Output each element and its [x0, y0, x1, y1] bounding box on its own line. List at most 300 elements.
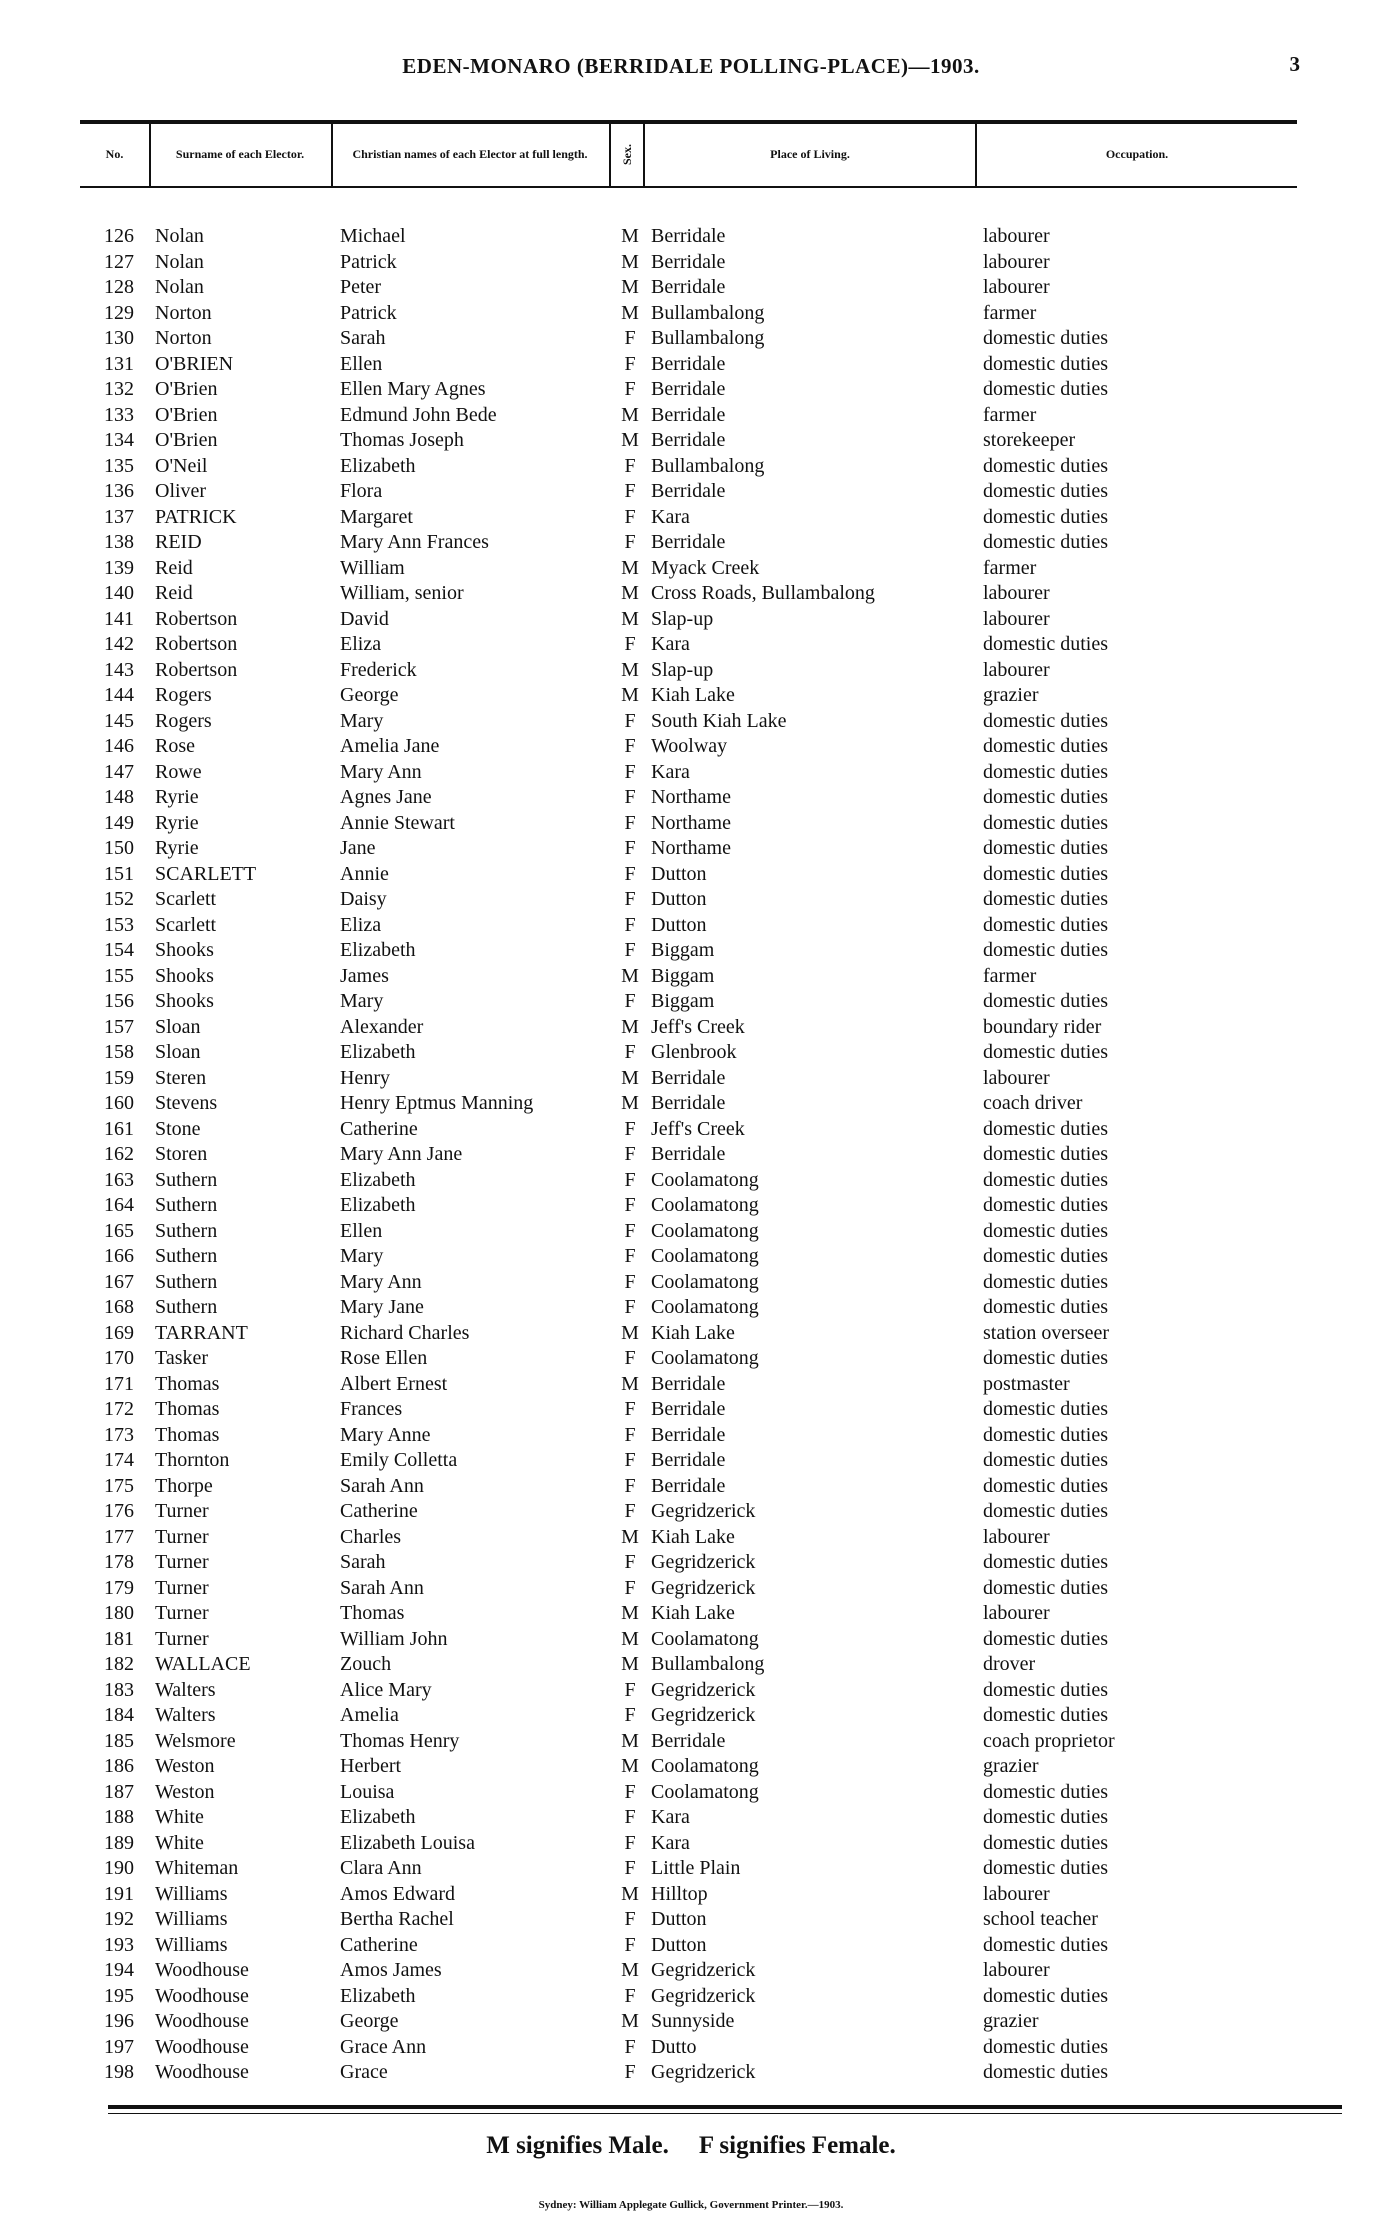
- surname-cell: Nolan: [155, 225, 204, 247]
- row-number: 161: [104, 1117, 134, 1140]
- page-title: EDEN-MONARO (BERRIDALE POLLING-PLACE)—1903.: [402, 54, 980, 78]
- christian-names-cell: Peter: [340, 276, 382, 298]
- christian-names-cell: Annie Stewart: [340, 811, 455, 834]
- row-number: 195: [104, 1984, 134, 2007]
- row-number: 191: [104, 1882, 134, 1905]
- row-number: 179: [104, 1576, 134, 1599]
- place-of-living-cell: Berridale: [651, 1729, 726, 1752]
- sex-cell: M: [621, 1729, 639, 1752]
- christian-names-cell: Margaret: [340, 505, 413, 528]
- sex-cell: F: [624, 1551, 636, 1573]
- surname-cell: Whiteman: [155, 1857, 239, 1879]
- place-of-living-cell: Coolamatong: [651, 1347, 759, 1369]
- row-number: 189: [104, 1831, 134, 1854]
- place-of-living-cell: Gegridzerick: [651, 1704, 756, 1726]
- row-number: 157: [104, 1015, 134, 1038]
- christian-names-cell: Emily Colletta: [340, 1449, 458, 1471]
- occupation-cell: domestic duties: [983, 1780, 1108, 1803]
- christian-names-cell: Thomas Henry: [340, 1729, 460, 1752]
- occupation-cell: grazier: [983, 2010, 1039, 2032]
- christian-names-cell: Alexander: [340, 1015, 424, 1038]
- christian-names-cell: Albert Ernest: [340, 1372, 448, 1395]
- christian-names-cell: Alice Mary: [340, 1678, 432, 1701]
- christian-names-cell: Elizabeth: [340, 1984, 416, 2007]
- christian-names-cell: Mary Jane: [340, 1296, 424, 1318]
- table-row: [0, 1601, 1382, 1627]
- sex-cell: F: [624, 1780, 636, 1803]
- surname-cell: Woodhouse: [155, 1984, 249, 2007]
- place-of-living-cell: Berridale: [651, 352, 726, 375]
- header-top-rule: [80, 120, 1297, 124]
- surname-cell: PATRICK: [155, 505, 237, 528]
- place-of-living-cell: Dutton: [651, 1933, 707, 1956]
- row-number: 159: [104, 1066, 134, 1089]
- surname-cell: Shooks: [155, 990, 214, 1012]
- row-number: 144: [104, 684, 134, 706]
- christian-names-cell: Elizabeth: [340, 1041, 416, 1063]
- christian-names-cell: Patrick: [340, 250, 397, 273]
- place-of-living-cell: Berridale: [651, 531, 726, 553]
- place-of-living-cell: Gegridzerick: [651, 1576, 756, 1599]
- surname-cell: Thomas: [155, 1423, 220, 1446]
- table-row: [0, 1499, 1382, 1525]
- occupation-cell: domestic duties: [983, 939, 1108, 961]
- column-header-place: Place of Living.: [770, 146, 850, 161]
- surname-cell: Stevens: [155, 1092, 218, 1114]
- sex-cell: M: [621, 2010, 639, 2032]
- table-row: [0, 811, 1382, 837]
- christian-names-cell: James: [340, 964, 389, 987]
- occupation-cell: domestic duties: [983, 1423, 1108, 1446]
- surname-cell: Weston: [155, 1780, 215, 1803]
- table-row: [0, 1372, 1382, 1398]
- surname-cell: Shooks: [155, 964, 214, 987]
- sex-cell: F: [624, 1704, 636, 1726]
- row-number: 160: [104, 1092, 134, 1114]
- christian-names-cell: Frances: [340, 1398, 403, 1420]
- place-of-living-cell: Gegridzerick: [651, 1984, 756, 2007]
- christian-names-cell: Mary: [340, 709, 384, 732]
- surname-cell: Walters: [155, 1678, 216, 1701]
- table-row: [0, 224, 1382, 250]
- column-divider: [331, 124, 333, 186]
- row-number: 177: [104, 1525, 134, 1548]
- table-row: [0, 556, 1382, 582]
- place-of-living-cell: Northame: [651, 786, 731, 808]
- place-of-living-cell: Gegridzerick: [651, 1551, 756, 1573]
- occupation-cell: domestic duties: [983, 811, 1108, 834]
- surname-cell: White: [155, 1806, 204, 1828]
- sex-cell: M: [621, 1627, 639, 1650]
- surname-cell: Weston: [155, 1755, 215, 1777]
- table-row: [0, 1423, 1382, 1449]
- christian-names-cell: Eliza: [340, 913, 382, 936]
- occupation-cell: labourer: [983, 658, 1050, 681]
- table-row: [0, 1270, 1382, 1296]
- table-row: [0, 683, 1382, 709]
- table-row: [0, 352, 1382, 378]
- column-header-surname: Surname of each Elector.: [175, 146, 305, 161]
- surname-cell: Robertson: [155, 633, 238, 655]
- surname-cell: Turner: [155, 1551, 209, 1573]
- christian-names-cell: Frederick: [340, 658, 417, 681]
- place-of-living-cell: Coolamatong: [651, 1168, 759, 1191]
- place-of-living-cell: Jeff's Creek: [651, 1015, 745, 1038]
- sex-cell: F: [624, 1806, 636, 1828]
- table-row: [0, 913, 1382, 939]
- place-of-living-cell: Berridale: [651, 480, 726, 502]
- row-number: 134: [104, 429, 134, 451]
- christian-names-cell: Mary Anne: [340, 1423, 431, 1446]
- table-row: [0, 1142, 1382, 1168]
- christian-names-cell: Elizabeth: [340, 1806, 416, 1828]
- footer-rule-thick: [108, 2105, 1342, 2109]
- row-number: 176: [104, 1500, 134, 1522]
- row-number: 158: [104, 1041, 134, 1063]
- occupation-cell: domestic duties: [983, 1143, 1108, 1165]
- occupation-cell: domestic duties: [983, 505, 1108, 528]
- christian-names-cell: Mary: [340, 1245, 384, 1267]
- row-number: 194: [104, 1959, 134, 1981]
- sex-cell: F: [624, 1296, 636, 1318]
- place-of-living-cell: Jeff's Creek: [651, 1117, 745, 1140]
- row-number: 173: [104, 1423, 134, 1446]
- sex-cell: F: [624, 1933, 636, 1956]
- occupation-cell: domestic duties: [983, 1117, 1108, 1140]
- surname-cell: White: [155, 1831, 204, 1854]
- row-number: 142: [104, 633, 134, 655]
- christian-names-cell: Flora: [340, 480, 383, 502]
- row-number: 130: [104, 327, 134, 349]
- place-of-living-cell: Berridale: [651, 225, 726, 247]
- legend-female: F signifies Female.: [698, 2132, 896, 2159]
- table-row: [0, 377, 1382, 403]
- occupation-cell: domestic duties: [983, 760, 1108, 783]
- table-row: [0, 1933, 1382, 1959]
- occupation-cell: domestic duties: [983, 633, 1108, 655]
- row-number: 138: [104, 531, 134, 553]
- row-number: 141: [104, 607, 134, 630]
- sex-cell: F: [624, 378, 636, 400]
- occupation-cell: domestic duties: [983, 913, 1108, 936]
- occupation-cell: domestic duties: [983, 454, 1108, 477]
- occupation-cell: domestic duties: [983, 1245, 1108, 1267]
- row-number: 151: [104, 862, 134, 885]
- occupation-cell: domestic duties: [983, 1194, 1108, 1216]
- table-row: [0, 760, 1382, 786]
- christian-names-cell: William, senior: [340, 582, 464, 604]
- sex-cell: F: [624, 1449, 636, 1471]
- christian-names-cell: Michael: [340, 225, 406, 247]
- row-number: 139: [104, 556, 134, 579]
- christian-names-cell: Jane: [340, 837, 376, 859]
- sex-cell: F: [624, 1831, 636, 1854]
- occupation-cell: domestic duties: [983, 1398, 1108, 1420]
- column-divider: [149, 124, 151, 186]
- sex-cell: F: [624, 480, 636, 502]
- christian-names-cell: Agnes Jane: [340, 786, 432, 808]
- occupation-cell: storekeeper: [983, 429, 1076, 451]
- table-row: [0, 1856, 1382, 1882]
- row-number: 168: [104, 1296, 134, 1318]
- occupation-cell: labourer: [983, 1525, 1050, 1548]
- place-of-living-cell: Little Plain: [651, 1857, 741, 1879]
- table-row: [0, 938, 1382, 964]
- christian-names-cell: Catherine: [340, 1933, 418, 1956]
- table-row: [0, 785, 1382, 811]
- table-row: [0, 1831, 1382, 1857]
- place-of-living-cell: Glenbrook: [651, 1041, 737, 1063]
- column-header-christian: Christian names of each Elector at full length.: [352, 146, 588, 161]
- christian-names-cell: Sarah: [340, 1551, 386, 1573]
- table-row: [0, 275, 1382, 301]
- table-row: [0, 1321, 1382, 1347]
- sex-cell: M: [621, 658, 639, 681]
- row-number: 129: [104, 301, 134, 324]
- occupation-cell: farmer: [983, 556, 1037, 579]
- row-number: 163: [104, 1168, 134, 1191]
- sex-cell: F: [624, 837, 636, 859]
- row-number: 150: [104, 837, 134, 859]
- occupation-cell: domestic duties: [983, 1984, 1108, 2007]
- table-row: [0, 1780, 1382, 1806]
- place-of-living-cell: Bullambalong: [651, 327, 765, 349]
- christian-names-cell: Elizabeth Louisa: [340, 1831, 475, 1854]
- surname-cell: Rose: [155, 735, 195, 757]
- surname-cell: Rowe: [155, 760, 202, 783]
- surname-cell: Scarlett: [155, 888, 217, 910]
- place-of-living-cell: Berridale: [651, 403, 726, 426]
- surname-cell: TARRANT: [155, 1321, 248, 1344]
- place-of-living-cell: Coolamatong: [651, 1219, 759, 1242]
- row-number: 155: [104, 964, 134, 987]
- place-of-living-cell: Biggam: [651, 939, 715, 961]
- occupation-cell: boundary rider: [983, 1015, 1102, 1038]
- occupation-cell: domestic duties: [983, 1474, 1108, 1497]
- row-number: 153: [104, 913, 134, 936]
- place-of-living-cell: Biggam: [651, 990, 715, 1012]
- table-row: [0, 1805, 1382, 1831]
- surname-cell: Williams: [155, 1933, 228, 1956]
- occupation-cell: labourer: [983, 1882, 1050, 1905]
- occupation-cell: school teacher: [983, 1908, 1098, 1930]
- table-row: [0, 1346, 1382, 1372]
- sex-cell: F: [624, 1270, 636, 1293]
- occupation-cell: domestic duties: [983, 990, 1108, 1012]
- sex-cell: F: [624, 1423, 636, 1446]
- sex-cell: M: [621, 1882, 639, 1905]
- surname-cell: Ryrie: [155, 786, 199, 808]
- place-of-living-cell: Kiah Lake: [651, 1321, 735, 1344]
- sex-cell: M: [621, 1755, 639, 1777]
- place-of-living-cell: Coolamatong: [651, 1270, 759, 1293]
- sex-cell: F: [624, 1143, 636, 1165]
- place-of-living-cell: Dutton: [651, 1908, 707, 1930]
- surname-cell: Robertson: [155, 607, 238, 630]
- table-row: [0, 1091, 1382, 1117]
- table-row: [0, 1219, 1382, 1245]
- table-row: [0, 1576, 1382, 1602]
- christian-names-cell: Mary Ann: [340, 760, 422, 783]
- occupation-cell: labourer: [983, 1602, 1050, 1624]
- row-number: 156: [104, 990, 134, 1012]
- place-of-living-cell: Kara: [651, 505, 690, 528]
- surname-cell: Williams: [155, 1908, 228, 1930]
- christian-names-cell: Elizabeth: [340, 1168, 416, 1191]
- place-of-living-cell: Berridale: [651, 378, 726, 400]
- sex-cell: F: [624, 888, 636, 910]
- surname-cell: O'Neil: [155, 454, 208, 477]
- place-of-living-cell: Dutton: [651, 862, 707, 885]
- surname-cell: Williams: [155, 1882, 228, 1905]
- christian-names-cell: Mary Ann: [340, 1270, 422, 1293]
- christian-names-cell: Catherine: [340, 1117, 418, 1140]
- occupation-cell: domestic duties: [983, 1168, 1108, 1191]
- row-number: 135: [104, 454, 134, 477]
- surname-cell: Nolan: [155, 276, 204, 298]
- christian-names-cell: Ellen: [340, 1219, 383, 1242]
- surname-cell: Rogers: [155, 709, 212, 732]
- occupation-cell: domestic duties: [983, 1219, 1108, 1242]
- surname-cell: Sloan: [155, 1041, 201, 1063]
- table-row: [0, 734, 1382, 760]
- table-row: [0, 505, 1382, 531]
- table-row: [0, 1703, 1382, 1729]
- surname-cell: Scarlett: [155, 913, 217, 936]
- christian-names-cell: Henry: [340, 1066, 390, 1089]
- table-row: [0, 1984, 1382, 2010]
- sex-cell: M: [621, 582, 639, 604]
- occupation-cell: domestic duties: [983, 1806, 1108, 1828]
- table-row: [0, 1168, 1382, 1194]
- table-row: [0, 1907, 1382, 1933]
- row-number: 170: [104, 1347, 134, 1369]
- occupation-cell: coach proprietor: [983, 1729, 1115, 1752]
- sex-cell: F: [624, 1168, 636, 1191]
- footer-rule-thin: [108, 2113, 1342, 2114]
- sex-cell: F: [624, 1500, 636, 1522]
- occupation-cell: domestic duties: [983, 837, 1108, 859]
- occupation-cell: domestic duties: [983, 1041, 1108, 1063]
- row-number: 152: [104, 888, 134, 910]
- sex-legend: [0, 2132, 1382, 2160]
- row-number: 146: [104, 735, 134, 757]
- row-number: 132: [104, 378, 134, 400]
- christian-names-cell: Annie: [340, 862, 389, 885]
- occupation-cell: domestic duties: [983, 862, 1108, 885]
- christian-names-cell: Grace Ann: [340, 2035, 427, 2058]
- row-number: 172: [104, 1398, 134, 1420]
- sex-cell: M: [621, 1321, 639, 1344]
- surname-cell: Reid: [155, 582, 193, 604]
- sex-cell: M: [621, 403, 639, 426]
- place-of-living-cell: Berridale: [651, 1423, 726, 1446]
- christian-names-cell: Elizabeth: [340, 1194, 416, 1216]
- surname-cell: WALLACE: [155, 1653, 251, 1675]
- christian-names-cell: Zouch: [340, 1653, 392, 1675]
- row-number: 126: [104, 225, 134, 247]
- row-number: 183: [104, 1678, 134, 1701]
- surname-cell: Suthern: [155, 1219, 218, 1242]
- occupation-cell: domestic duties: [983, 1933, 1108, 1956]
- surname-cell: Steren: [155, 1066, 207, 1089]
- sex-cell: F: [624, 1219, 636, 1242]
- table-row: [0, 862, 1382, 888]
- occupation-cell: drover: [983, 1653, 1036, 1675]
- table-row: [0, 1550, 1382, 1576]
- surname-cell: Stone: [155, 1117, 201, 1140]
- table-row: [0, 530, 1382, 556]
- table-row: [0, 1729, 1382, 1755]
- sex-cell: F: [624, 760, 636, 783]
- place-of-living-cell: Gegridzerick: [651, 1959, 756, 1981]
- table-row: [0, 1627, 1382, 1653]
- row-number: 175: [104, 1474, 134, 1497]
- christian-names-cell: William: [340, 556, 405, 579]
- place-of-living-cell: Berridale: [651, 1066, 726, 1089]
- sex-cell: M: [621, 1092, 639, 1114]
- column-header-occupation: Occupation.: [1105, 146, 1169, 161]
- table-row: [0, 989, 1382, 1015]
- place-of-living-cell: Kara: [651, 633, 690, 655]
- place-of-living-cell: Berridale: [651, 1372, 726, 1395]
- christian-names-cell: William John: [340, 1627, 448, 1650]
- row-number: 147: [104, 760, 134, 783]
- table-row: [0, 1652, 1382, 1678]
- sex-cell: F: [624, 454, 636, 477]
- row-number: 166: [104, 1245, 134, 1267]
- christian-names-cell: Mary Ann Frances: [340, 531, 489, 553]
- occupation-cell: domestic duties: [983, 378, 1108, 400]
- sex-cell: F: [624, 1117, 636, 1140]
- place-of-living-cell: Berridale: [651, 1092, 726, 1114]
- place-of-living-cell: Gegridzerick: [651, 2061, 756, 2083]
- table-row: [0, 1040, 1382, 1066]
- christian-names-cell: Herbert: [340, 1755, 402, 1777]
- sex-cell: M: [621, 1602, 639, 1624]
- surname-cell: Storen: [155, 1143, 208, 1165]
- table-row: [0, 1474, 1382, 1500]
- place-of-living-cell: Bullambalong: [651, 454, 765, 477]
- place-of-living-cell: Coolamatong: [651, 1780, 759, 1803]
- legend-male: M signifies Male.: [486, 2132, 669, 2159]
- row-number: 165: [104, 1219, 134, 1242]
- table-row: [0, 428, 1382, 454]
- row-number: 131: [104, 352, 134, 375]
- electors-table: [0, 224, 1382, 2086]
- occupation-cell: domestic duties: [983, 480, 1108, 502]
- sex-cell: F: [624, 1857, 636, 1879]
- table-row: [0, 887, 1382, 913]
- table-row: [0, 479, 1382, 505]
- row-number: 164: [104, 1194, 134, 1216]
- sex-cell: F: [624, 913, 636, 936]
- table-row: [0, 1295, 1382, 1321]
- place-of-living-cell: Berridale: [651, 1449, 726, 1471]
- place-of-living-cell: Gegridzerick: [651, 1500, 756, 1522]
- christian-names-cell: Amos Edward: [340, 1882, 455, 1905]
- place-of-living-cell: Coolamatong: [651, 1627, 759, 1650]
- sex-cell: M: [621, 1653, 639, 1675]
- sex-cell: F: [624, 2035, 636, 2058]
- place-of-living-cell: Gegridzerick: [651, 1678, 756, 1701]
- occupation-cell: labourer: [983, 582, 1050, 604]
- occupation-cell: domestic duties: [983, 1270, 1108, 1293]
- christian-names-cell: Eliza: [340, 633, 382, 655]
- row-number: 162: [104, 1143, 134, 1165]
- occupation-cell: grazier: [983, 1755, 1039, 1777]
- occupation-cell: farmer: [983, 301, 1037, 324]
